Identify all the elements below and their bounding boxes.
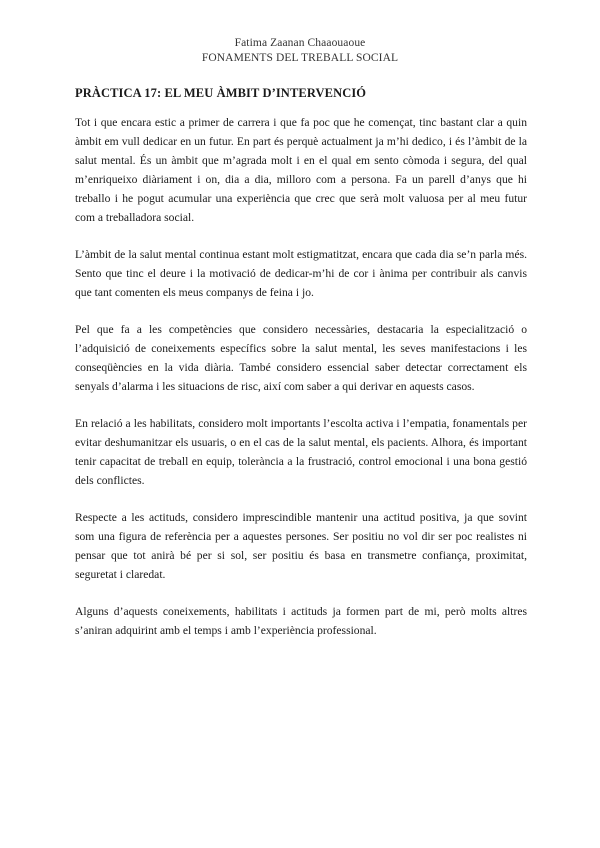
header-course: FONAMENTS DEL TREBALL SOCIAL: [201, 52, 399, 64]
paragraph-3: Pel que fa a les competències que considero necessàries, destacaria la especialització o l’adquisició de coneixements específics sobre la salut mental, les seves manifestacions i les conseqüències en la vida diària. També considero essencial saber detectar correctament els senyals d’alarma i les situacions de risc, així com saber a qui derivar en aquests casos.: [75, 323, 527, 393]
paragraph-1: Tot i que encara estic a primer de carrera i que fa poc que he començat, tinc bastant clar a quin àmbit em vull dedicar en un futur. En part és perquè actualment ja m’hi dedico, i és l’àmbit de la salut mental. És un àmbit que m’agrada molt i en el qual em sento còmoda i segura, del qual m’enriqueixo diàriament i on, dia a dia, milloro com a persona. Fa un parell d’anys que hi treballo i he pogut acumular una experiència que crec que serà molt valuosa per al meu futur com a treballadora social.: [75, 116, 527, 224]
page-header: [0, 36, 600, 66]
paragraph-5: Respecte a les actituds, considero imprescindible mantenir una actitud positiva, ja que sovint som una figura de referència per a aquestes persones. Ser positiu no vol dir ser poc realistes ni pensar que tot anirà bé per si sol, ser positiu és basa en transmetre confiança, proximitat, seguretat i claredat.: [75, 511, 527, 581]
header-author: Fatima Zaanan Chaaouaoue: [234, 37, 366, 49]
document-title: PRÀCTICA 17: EL MEU ÀMBIT D’INTERVENCIÓ: [75, 86, 367, 100]
paragraph-6: Alguns d’aquests coneixements, habilitats i actituds ja formen part de mi, però molts altres s’aniran adquirint amb el temps i amb l’experiència professional.: [75, 605, 527, 637]
paragraph-2: L’àmbit de la salut mental continua estant molt estigmatitzat, encara que cada dia se’n parla més. Sento que tinc el deure i la motivació de dedicar-m’hi de cor i ànima per contribuir als canvis que tant comenten els meus companys de feina i jo.: [75, 248, 527, 299]
paragraph-4: En relació a les habilitats, considero molt importants l’escolta activa i l’empatia, fonamentals per evitar deshumanitzar els usuaris, o en el cas de la salut mental, els pacients. Alhora, és important tenir capacitat de treball en equip, tolerància a la frustració, control emocional i una bona gestió dels conflictes.: [75, 417, 527, 487]
document-body: [75, 86, 527, 658]
